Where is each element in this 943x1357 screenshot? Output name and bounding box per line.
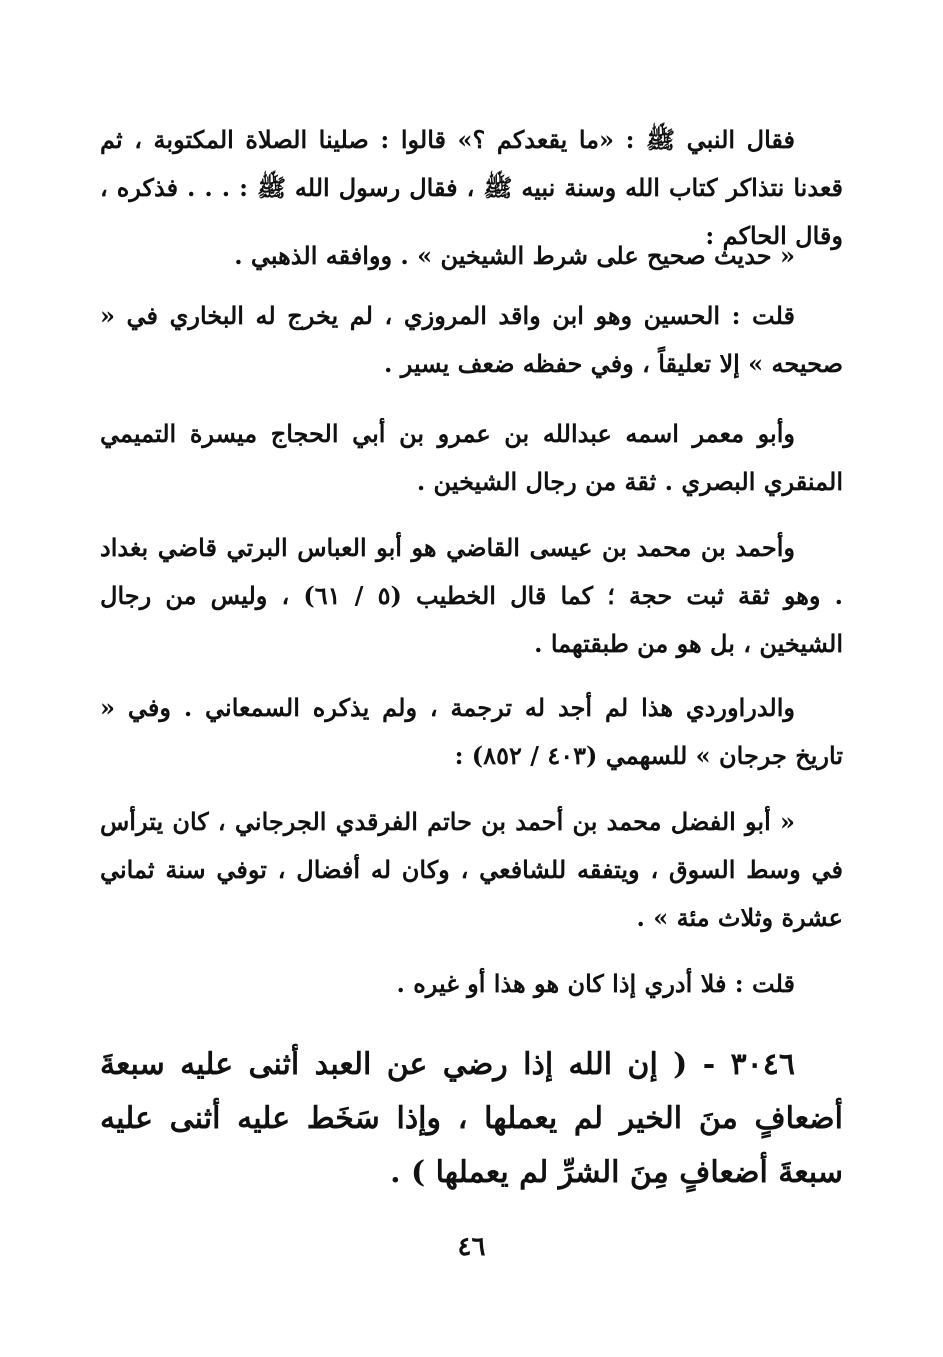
paragraph-abu-mamar: وأبو معمر اسمه عبدالله بن عمرو بن أبي الحجاج ميسرة التميمي المنقري البصري . ثقة من رجال الشيخين . [100,419,843,496]
paragraph-ahmad-ibn-muhammad: وأحمد بن محمد بن عيسى القاضي هو أبو العباس البرتي قاضي بغداد . وهو ثقة ثبت حجة ؛ كما قال الخطيب (٥ / ٦١) ، وليس من رجال الشيخين ، بل هو من طبقتهما . [100,533,844,658]
hadith-heading: ٣٠٤٦ - ( إن الله إذا رضي عن العبد أثنى عليه سبعةَ أضعافٍ منَ الخير لم يعملها ، وإذا سَخَط عليه أثنى عليه سبعةَ أضعافٍ مِنَ الشرِّ لم يعملها ) . [100,1047,843,1190]
paragraph-hakim-quote: « حديث صحيح على شرط الشيخين » . ووافقه الذهبي . [234,241,795,270]
paragraph-jurjan-quote: « أبو الفضل محمد بن أحمد بن حاتم الفرقدي الجرجاني ، كان يترأس في وسط السوق ، ويتفقه للشافعي ، وكان له أفضال ، توفي سنة ثماني عشرة وثلاث مئة » . [100,807,843,932]
page-number: ٤٦ [457,1232,486,1262]
paragraph-hakim-intro: فقال النبي ﷺ : «ما يقعدكم ؟» قالوا : صلينا الصلاة المكتوبة ، ثم قعدنا نتذاكر كتاب الله وسنة نبيه ﷺ ، فقال رسول الله ﷺ : . . . فذكره ، وقال الحاكم : [100,125,843,250]
paragraph-conclusion: قلت : فلا أدري إذا كان هو هذا أو غيره . [396,969,795,998]
paragraph-darawardi: والدراوردي هذا لم أجد له ترجمة ، ولم يذكره السمعاني . وفي « تاريخ جرجان » للسهمي (٤٠٣ / ٨٥٢) : [100,693,843,770]
paragraph-husayn-note: قلت : الحسين وهو ابن واقد المروزي ، لم يخرج له البخاري في « صحيحه » إلا تعليقاً ، وفي حفظه ضعف يسير . [100,301,843,378]
